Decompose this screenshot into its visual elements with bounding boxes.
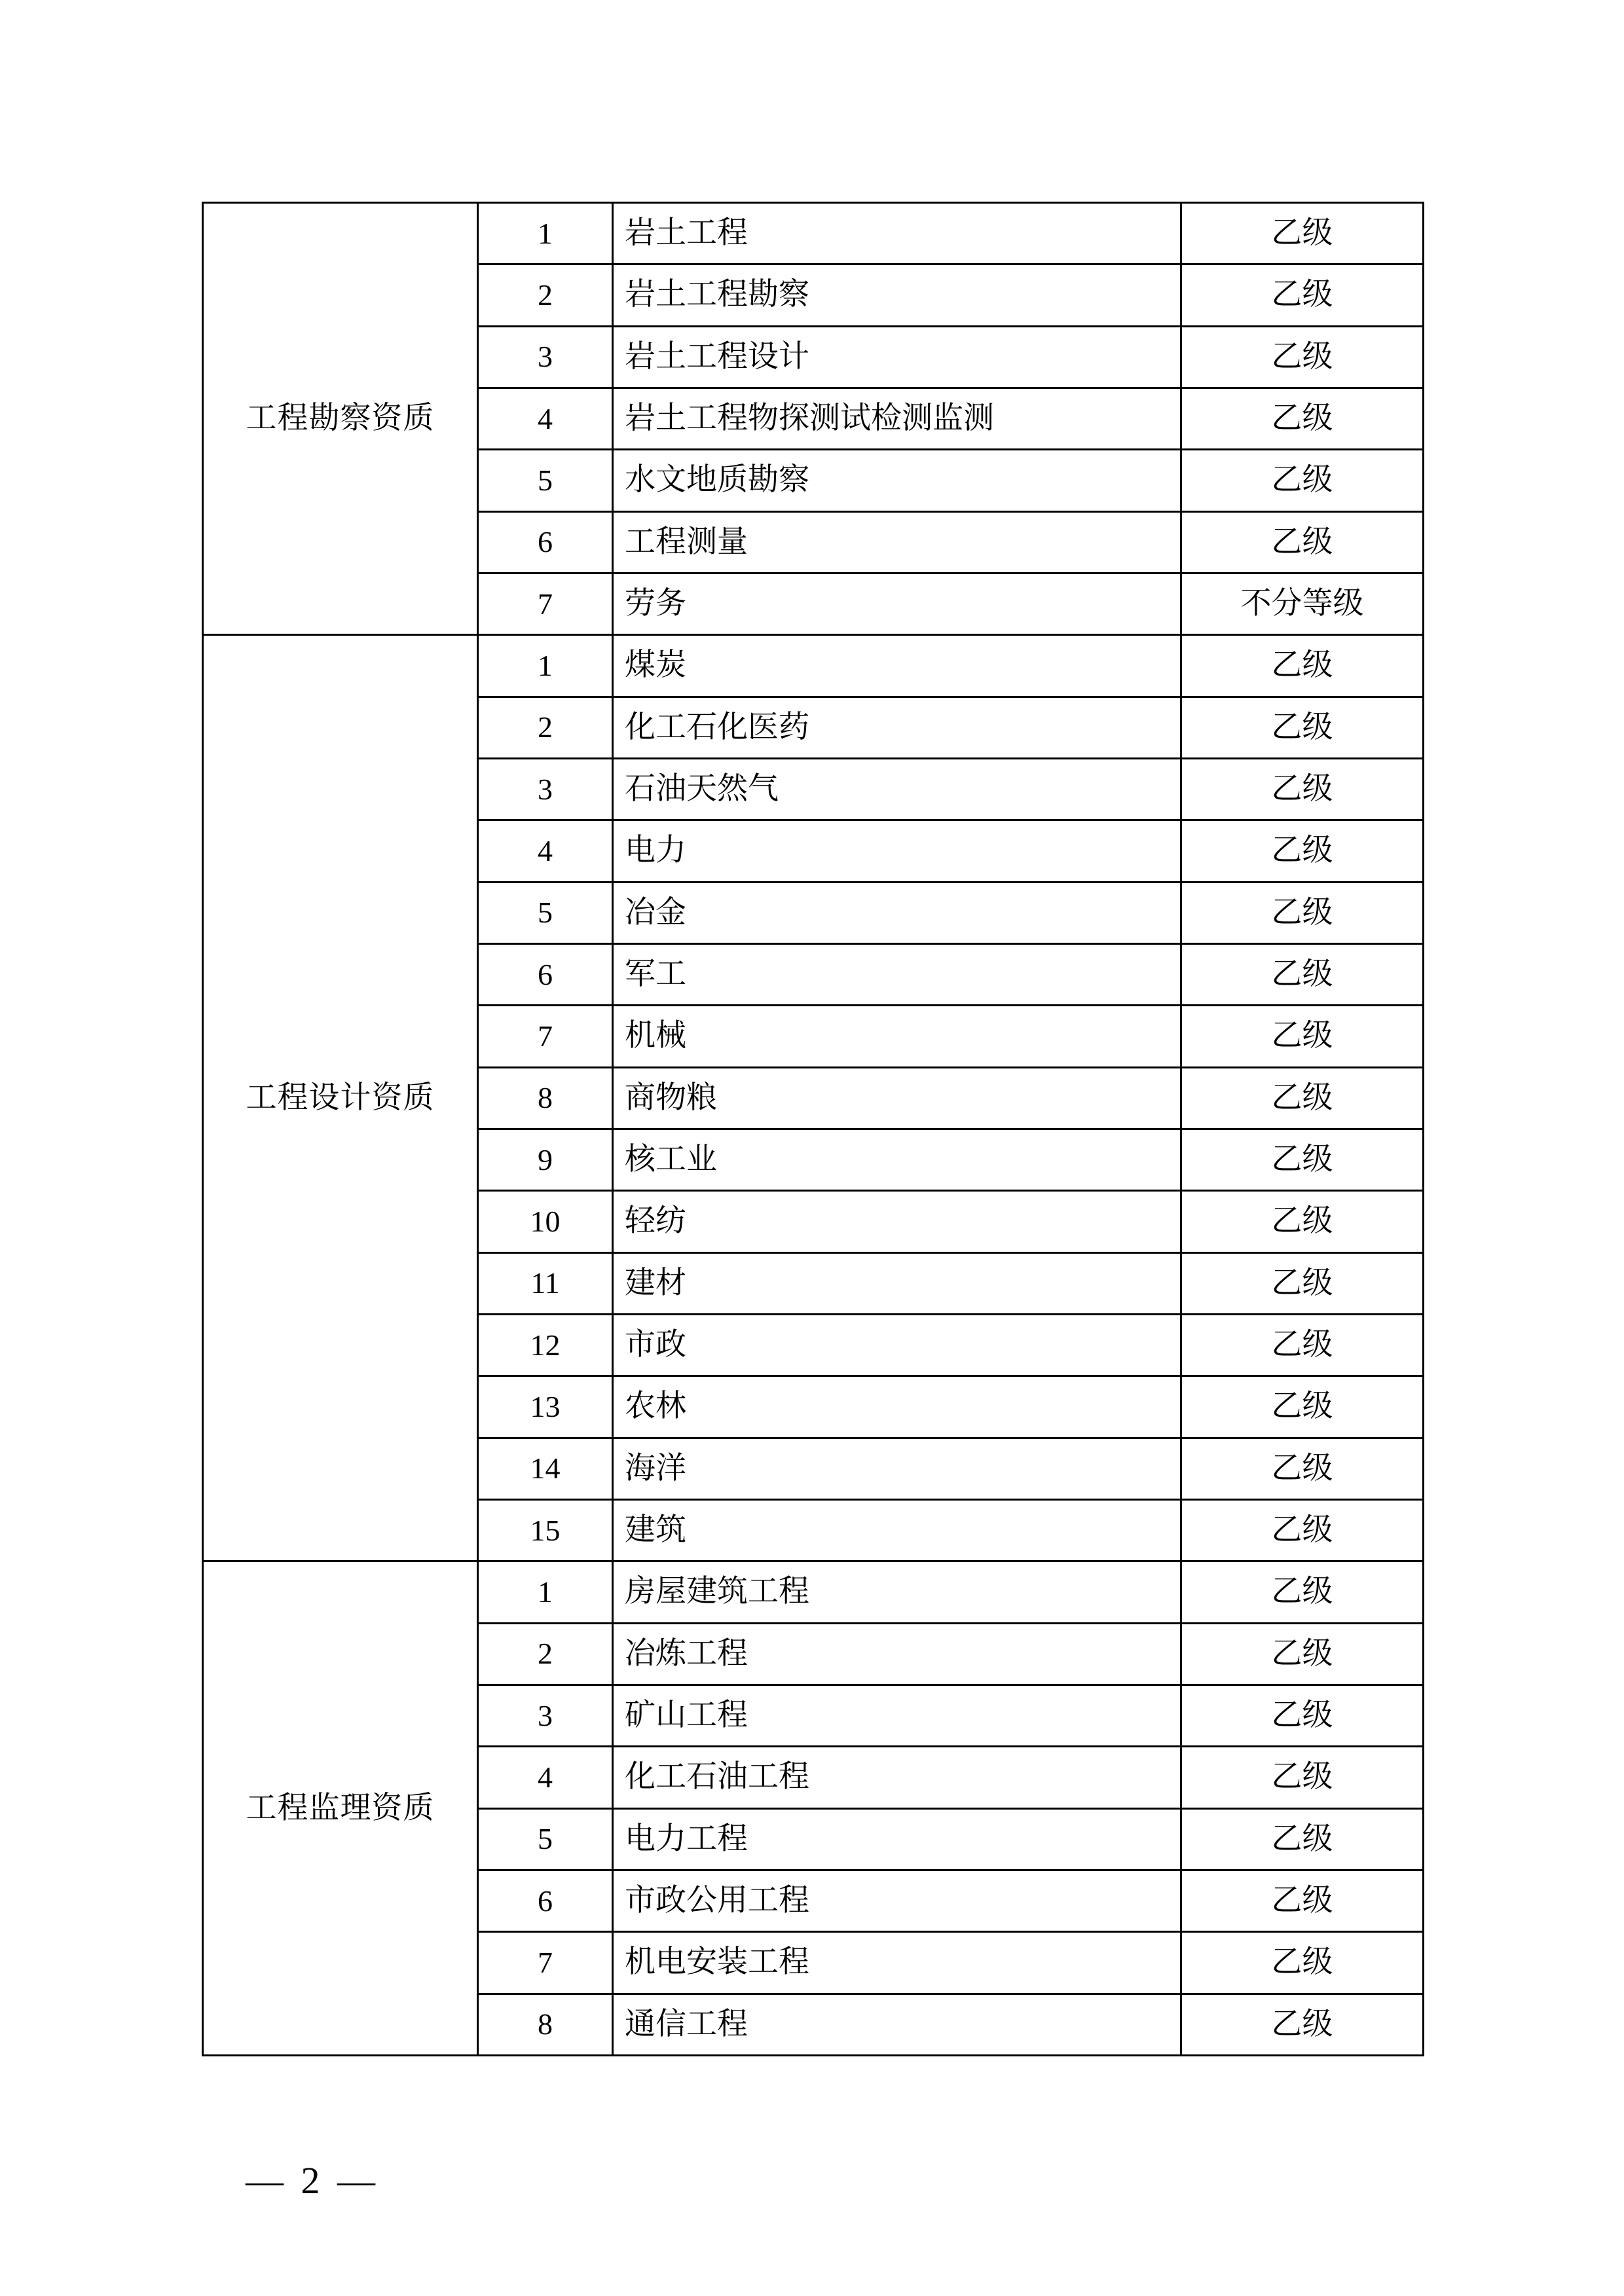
item-name-cell: 机电安装工程 xyxy=(613,1932,1181,1994)
level-cell: 乙级 xyxy=(1181,264,1424,326)
level-cell: 乙级 xyxy=(1181,1376,1424,1438)
row-number-cell: 5 xyxy=(478,450,613,511)
item-name-cell: 劳务 xyxy=(613,573,1181,634)
level-cell: 乙级 xyxy=(1181,203,1424,264)
row-number-cell: 11 xyxy=(478,1252,613,1314)
level-cell: 乙级 xyxy=(1181,326,1424,388)
level-cell: 不分等级 xyxy=(1181,573,1424,634)
item-name-cell: 电力工程 xyxy=(613,1808,1181,1870)
table-row xyxy=(203,203,1424,264)
item-name-cell: 岩土工程物探测试检测监测 xyxy=(613,388,1181,449)
item-name-cell: 岩土工程 xyxy=(613,203,1181,264)
row-number-cell: 4 xyxy=(478,820,613,882)
level-cell: 乙级 xyxy=(1181,758,1424,820)
row-number-cell: 7 xyxy=(478,1932,613,1994)
item-name-cell: 煤炭 xyxy=(613,635,1181,697)
item-name-cell: 军工 xyxy=(613,943,1181,1005)
item-name-cell: 机械 xyxy=(613,1006,1181,1067)
level-cell: 乙级 xyxy=(1181,511,1424,573)
row-number-cell: 3 xyxy=(478,1685,613,1746)
level-cell: 乙级 xyxy=(1181,1623,1424,1685)
item-name-cell: 水文地质勘察 xyxy=(613,450,1181,511)
level-cell: 乙级 xyxy=(1181,1129,1424,1190)
row-number-cell: 2 xyxy=(478,697,613,758)
item-name-cell: 海洋 xyxy=(613,1438,1181,1499)
category-cell: 工程设计资质 xyxy=(203,635,478,1561)
item-name-cell: 石油天然气 xyxy=(613,758,1181,820)
item-name-cell: 工程测量 xyxy=(613,511,1181,573)
item-name-cell: 建材 xyxy=(613,1252,1181,1314)
item-name-cell: 农林 xyxy=(613,1376,1181,1438)
row-number-cell: 4 xyxy=(478,1747,613,1808)
level-cell: 乙级 xyxy=(1181,1747,1424,1808)
level-cell: 乙级 xyxy=(1181,388,1424,449)
level-cell: 乙级 xyxy=(1181,1870,1424,1931)
row-number-cell: 3 xyxy=(478,326,613,388)
row-number-cell: 10 xyxy=(478,1191,613,1252)
level-cell: 乙级 xyxy=(1181,943,1424,1005)
row-number-cell: 9 xyxy=(478,1129,613,1190)
row-number-cell: 2 xyxy=(478,264,613,326)
level-cell: 乙级 xyxy=(1181,1438,1424,1499)
item-name-cell: 化工石油工程 xyxy=(613,1747,1181,1808)
item-name-cell: 商物粮 xyxy=(613,1067,1181,1129)
item-name-cell: 市政 xyxy=(613,1314,1181,1376)
level-cell: 乙级 xyxy=(1181,697,1424,758)
level-cell: 乙级 xyxy=(1181,1067,1424,1129)
level-cell: 乙级 xyxy=(1181,882,1424,943)
level-cell: 乙级 xyxy=(1181,1191,1424,1252)
level-cell: 乙级 xyxy=(1181,1499,1424,1561)
row-number-cell: 12 xyxy=(478,1314,613,1376)
table-row xyxy=(203,635,1424,697)
item-name-cell: 轻纺 xyxy=(613,1191,1181,1252)
row-number-cell: 6 xyxy=(478,511,613,573)
row-number-cell: 7 xyxy=(478,573,613,634)
item-name-cell: 房屋建筑工程 xyxy=(613,1561,1181,1623)
row-number-cell: 1 xyxy=(478,1561,613,1623)
level-cell: 乙级 xyxy=(1181,1994,1424,2055)
table-row xyxy=(203,1561,1424,1623)
item-name-cell: 电力 xyxy=(613,820,1181,882)
row-number-cell: 6 xyxy=(478,1870,613,1931)
row-number-cell: 3 xyxy=(478,758,613,820)
row-number-cell: 2 xyxy=(478,1623,613,1685)
item-name-cell: 通信工程 xyxy=(613,1994,1181,2055)
row-number-cell: 5 xyxy=(478,882,613,943)
level-cell: 乙级 xyxy=(1181,1561,1424,1623)
item-name-cell: 岩土工程设计 xyxy=(613,326,1181,388)
row-number-cell: 8 xyxy=(478,1067,613,1129)
item-name-cell: 冶炼工程 xyxy=(613,1623,1181,1685)
item-name-cell: 市政公用工程 xyxy=(613,1870,1181,1931)
item-name-cell: 建筑 xyxy=(613,1499,1181,1561)
level-cell: 乙级 xyxy=(1181,1252,1424,1314)
category-cell: 工程监理资质 xyxy=(203,1561,478,2056)
level-cell: 乙级 xyxy=(1181,820,1424,882)
row-number-cell: 15 xyxy=(478,1499,613,1561)
row-number-cell: 4 xyxy=(478,388,613,449)
qualification-table xyxy=(202,202,1424,2056)
level-cell: 乙级 xyxy=(1181,1006,1424,1067)
row-number-cell: 14 xyxy=(478,1438,613,1499)
item-name-cell: 岩土工程勘察 xyxy=(613,264,1181,326)
level-cell: 乙级 xyxy=(1181,1932,1424,1994)
level-cell: 乙级 xyxy=(1181,450,1424,511)
item-name-cell: 化工石化医药 xyxy=(613,697,1181,758)
item-name-cell: 矿山工程 xyxy=(613,1685,1181,1746)
category-cell: 工程勘察资质 xyxy=(203,203,478,635)
row-number-cell: 13 xyxy=(478,1376,613,1438)
level-cell: 乙级 xyxy=(1181,635,1424,697)
item-name-cell: 冶金 xyxy=(613,882,1181,943)
row-number-cell: 8 xyxy=(478,1994,613,2055)
level-cell: 乙级 xyxy=(1181,1314,1424,1376)
row-number-cell: 1 xyxy=(478,203,613,264)
level-cell: 乙级 xyxy=(1181,1685,1424,1746)
item-name-cell: 核工业 xyxy=(613,1129,1181,1190)
row-number-cell: 6 xyxy=(478,943,613,1005)
row-number-cell: 7 xyxy=(478,1006,613,1067)
row-number-cell: 5 xyxy=(478,1808,613,1870)
row-number-cell: 1 xyxy=(478,635,613,697)
level-cell: 乙级 xyxy=(1181,1808,1424,1870)
page-number: — 2 — xyxy=(246,2159,375,2202)
